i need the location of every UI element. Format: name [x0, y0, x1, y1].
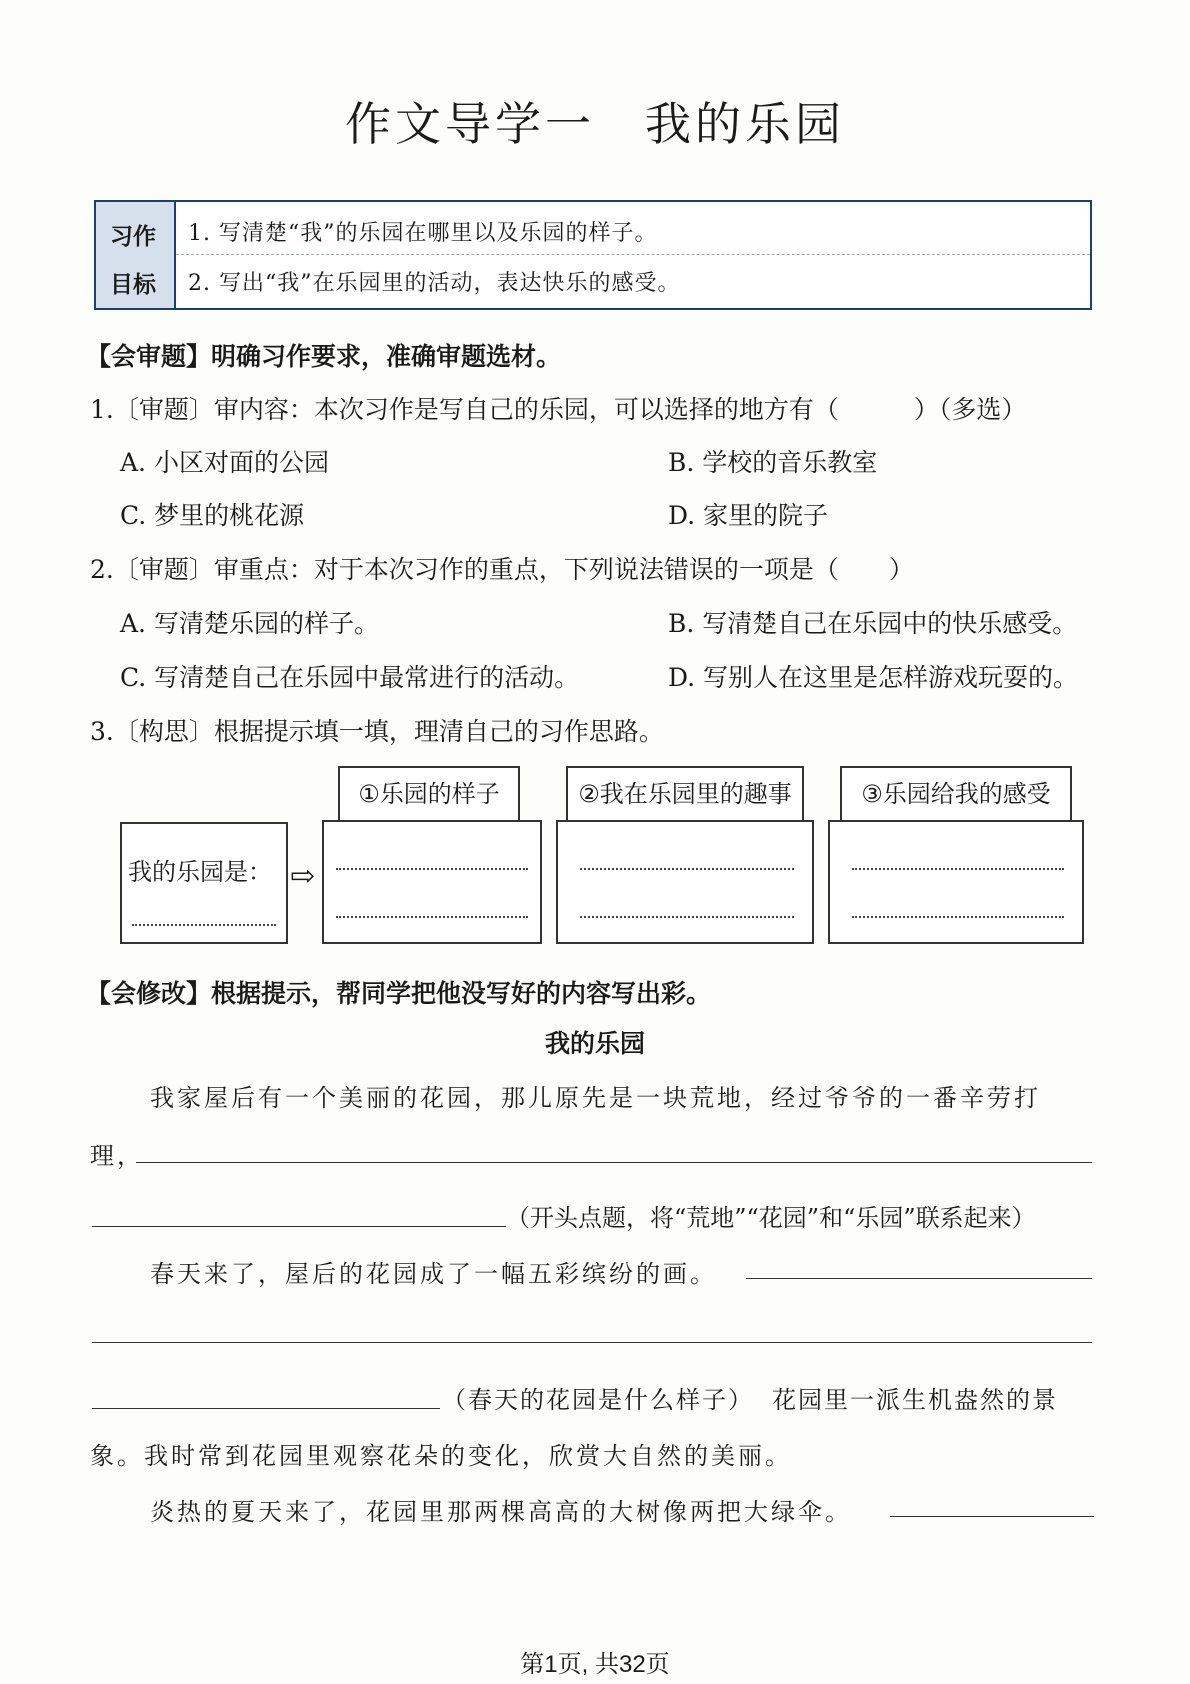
q1-option-c[interactable]: C. 梦里的桃花源	[120, 501, 305, 530]
fill-blank-line[interactable]	[92, 1226, 506, 1227]
hint-opening: （开头点题，将“荒地”“花园”和“乐园”联系起来）	[506, 1204, 1036, 1232]
page-title: 作文导学一 我的乐园	[345, 97, 845, 151]
my-paradise-blank[interactable]	[132, 924, 276, 926]
blank-line[interactable]	[580, 868, 794, 870]
goals-label-line1: 习作	[110, 224, 156, 250]
section-heading-review: 【会审题】明确习作要求，准确审题选材。	[86, 342, 562, 371]
essay-p2-line4: 象。我时常到花园里观察花朵的变化，欣赏大自然的美丽。	[90, 1442, 792, 1470]
essay-title: 我的乐园	[544, 1029, 645, 1058]
goal-item-2: 2. 写出“我”在乐园里的活动，表达快乐的感受。	[188, 271, 681, 296]
goals-divider	[176, 254, 1090, 255]
blank-line[interactable]	[852, 868, 1064, 870]
question-1: 1.〔审题〕审内容：本次习作是写自己的乐园，可以选择的地方有（ ）（多选）	[90, 395, 1027, 424]
my-paradise-label: 我的乐园是：	[128, 858, 272, 886]
blank-line[interactable]	[852, 916, 1064, 918]
tab-paradise-appearance: ①乐园的样子	[338, 766, 520, 822]
question-2: 2.〔审题〕审重点：对于本次习作的重点，下列说法错误的一项是（ ）	[90, 555, 914, 584]
essay-p1-line1: 我家屋后有一个美丽的花园，那儿原先是一块荒地，经过爷爷的一番辛劳打	[150, 1084, 1041, 1112]
blank-line[interactable]	[336, 868, 528, 870]
box-fun-things	[556, 820, 814, 944]
my-paradise-box	[120, 822, 288, 944]
question-3: 3.〔构思〕根据提示填一填，理清自己的习作思路。	[90, 717, 664, 746]
tab-fun-things: ②我在乐园里的趣事	[566, 766, 804, 822]
tab-paradise-feelings: ③乐园给我的感受	[840, 766, 1072, 822]
fill-blank-line[interactable]	[890, 1516, 1094, 1517]
fill-blank-line[interactable]	[136, 1162, 1092, 1163]
blank-line[interactable]	[336, 916, 528, 918]
hint-spring: （春天的花园是什么样子）	[442, 1386, 754, 1414]
blank-line[interactable]	[580, 916, 794, 918]
writing-goals-box	[94, 200, 1092, 310]
page-number: 第1页, 共32页	[520, 1651, 670, 1678]
goal-item-1: 1. 写清楚“我”的乐园在哪里以及乐园的样子。	[188, 221, 658, 246]
essay-p2-line1: 春天来了，屋后的花园成了一幅五彩缤纷的画。	[150, 1260, 717, 1288]
essay-p2-continue: 花园里一派生机盎然的景	[772, 1386, 1058, 1414]
essay-p3-line1: 炎热的夏天来了，花园里那两棵高高的大树像两把大绿伞。	[150, 1498, 852, 1526]
fill-blank-line[interactable]	[92, 1408, 440, 1409]
essay-p1-line2: 理，	[90, 1142, 144, 1170]
box-paradise-appearance	[322, 820, 542, 944]
q1-option-d[interactable]: D. 家里的院子	[668, 501, 829, 530]
q2-option-d[interactable]: D. 写别人在这里是怎样游戏玩耍的。	[668, 663, 1079, 692]
q2-option-b[interactable]: B. 写清楚自己在乐园中的快乐感受。	[668, 609, 1078, 638]
q2-option-c[interactable]: C. 写清楚自己在乐园中最常进行的活动。	[120, 663, 580, 692]
q1-option-b[interactable]: B. 学校的音乐教室	[668, 448, 878, 477]
fill-blank-line[interactable]	[92, 1342, 1092, 1343]
right-arrow-icon: ⇨	[290, 859, 316, 894]
section-heading-revise: 【会修改】根据提示，帮同学把他没写好的内容写出彩。	[86, 979, 712, 1008]
q2-option-a[interactable]: A. 写清楚乐园的样子。	[120, 609, 379, 638]
fill-blank-line[interactable]	[746, 1278, 1092, 1279]
goals-label	[96, 202, 176, 308]
box-paradise-feelings	[828, 820, 1084, 944]
goals-label-line2: 目标	[110, 272, 156, 298]
q1-option-a[interactable]: A. 小区对面的公园	[120, 448, 329, 477]
